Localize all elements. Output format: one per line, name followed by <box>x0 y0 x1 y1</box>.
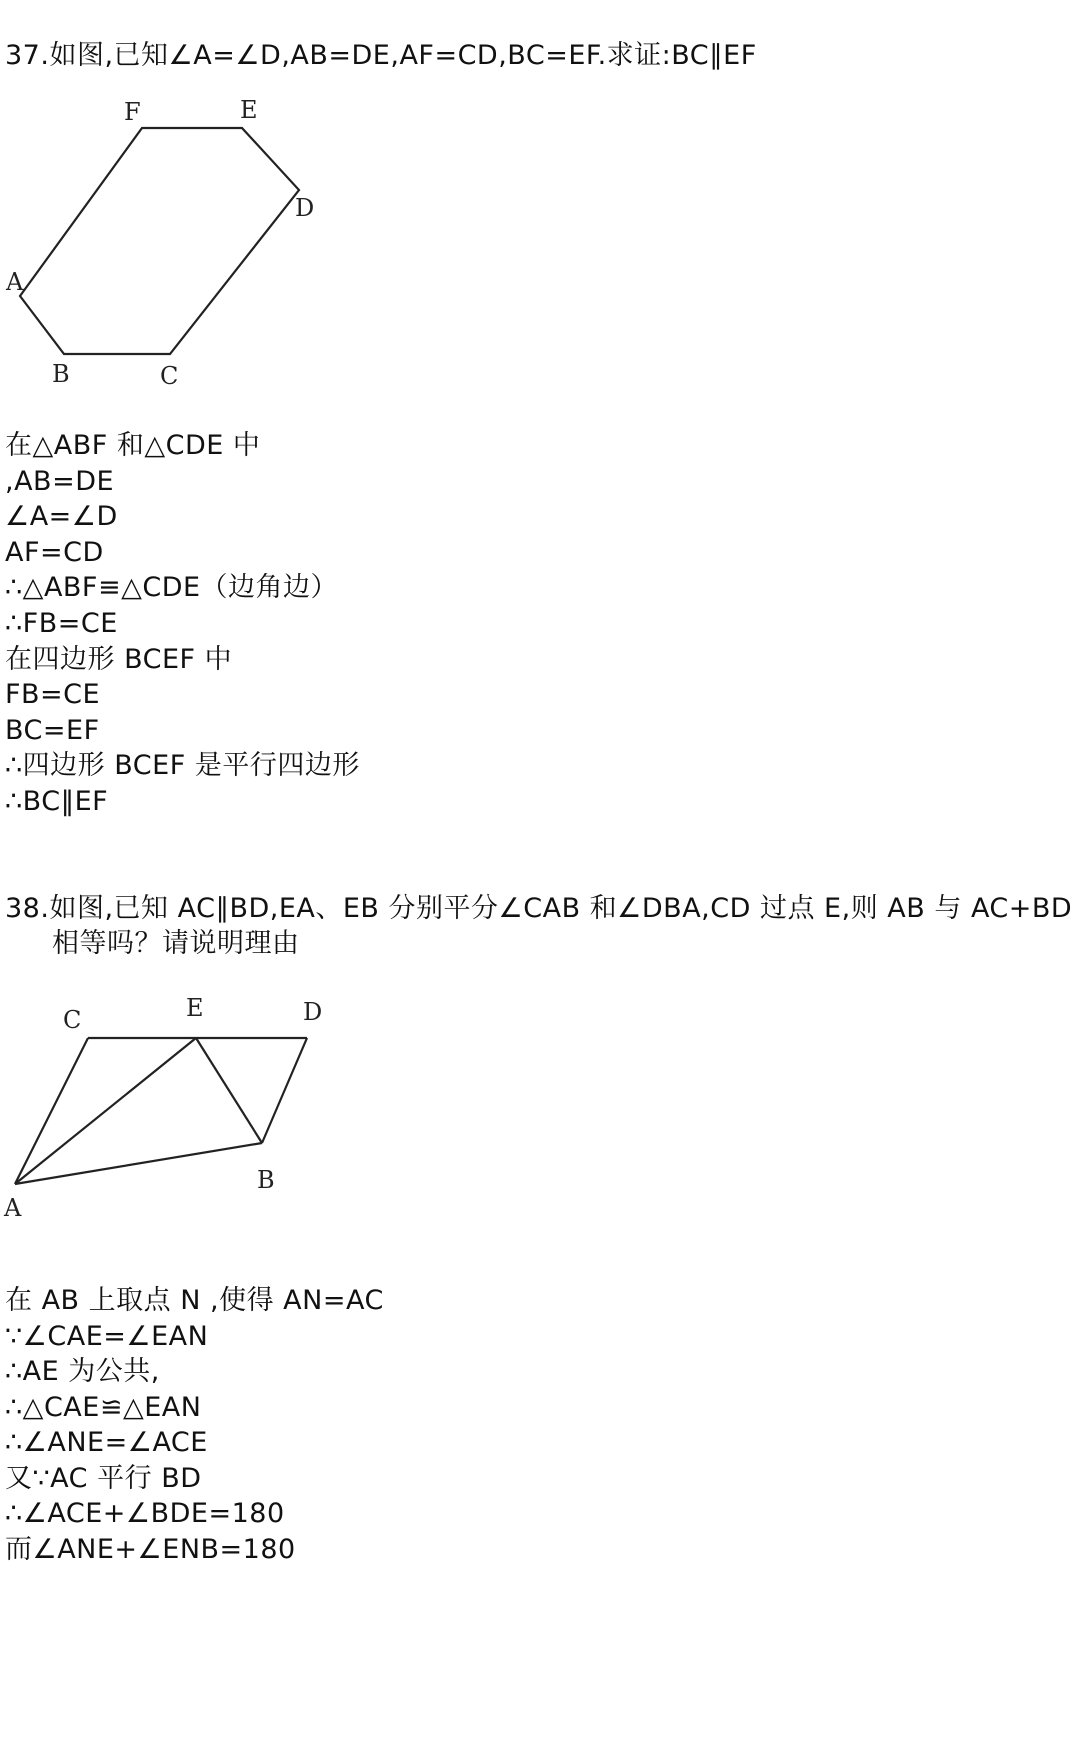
label-E: E <box>240 96 258 124</box>
p37-step-2: ,AB=DE <box>5 466 115 497</box>
p37-step-9: BC=EF <box>5 715 100 746</box>
segment-EB <box>196 1038 262 1143</box>
problem-37-question: 37.如图,已知∠A=∠D,AB=DE,AF=CD,BC=EF.求证:BC∥EF <box>5 40 757 71</box>
label-F: F <box>124 98 141 126</box>
p38-step-1: 在 AB 上取点 N ,使得 AN=AC <box>5 1285 384 1316</box>
label-E: E <box>186 994 204 1022</box>
label-D: D <box>295 194 315 222</box>
p37-step-5: ∴△ABF≡△CDE（边角边） <box>5 572 339 603</box>
label-A: A <box>6 268 24 296</box>
p38-step-4: ∴△CAE≌△EAN <box>5 1392 202 1423</box>
p37-step-11: ∴BC‖EF <box>5 786 109 817</box>
problem-38-figure <box>0 990 360 1230</box>
problem-38-question-line-1: 38.如图,已知 AC∥BD,EA、EB 分别平分∠CAB 和∠DBA,CD 过点 E,则 AB 与 AC+BD <box>5 893 1073 924</box>
p38-step-8: 而∠ANE+∠ENB=180 <box>5 1534 296 1565</box>
problem-38-question-line-2: 相等吗？请说明理由 <box>52 928 300 959</box>
p37-step-3: ∠A=∠D <box>5 501 118 532</box>
segment-DB <box>262 1038 307 1143</box>
problem-37-figure <box>0 90 360 400</box>
p38-step-5: ∴∠ANE=∠ACE <box>5 1427 208 1458</box>
segment-AC <box>15 1038 88 1184</box>
p37-step-6: ∴FB=CE <box>5 608 118 639</box>
hexagon-afedcb <box>20 128 299 354</box>
p37-step-7: 在四边形 BCEF 中 <box>5 644 233 675</box>
p37-step-1: 在△ABF 和△CDE 中 <box>5 430 261 461</box>
p38-step-6: 又∵AC 平行 BD <box>5 1463 202 1494</box>
label-C: C <box>63 1006 82 1034</box>
p37-step-10: ∴四边形 BCEF 是平行四边形 <box>5 750 360 781</box>
segment-AE <box>15 1038 196 1184</box>
p37-step-8: FB=CE <box>5 679 101 710</box>
label-B: B <box>257 1166 275 1194</box>
segment-AB <box>15 1143 262 1184</box>
p38-step-3: ∴AE 为公共, <box>5 1356 160 1387</box>
p38-step-7: ∴∠ACE+∠BDE=180 <box>5 1498 285 1529</box>
label-B: B <box>52 360 70 388</box>
p37-step-4: AF=CD <box>5 537 104 568</box>
label-C: C <box>160 362 179 390</box>
p38-step-2: ∵∠CAE=∠EAN <box>5 1321 209 1352</box>
label-A: A <box>4 1194 22 1222</box>
label-D: D <box>303 998 323 1026</box>
